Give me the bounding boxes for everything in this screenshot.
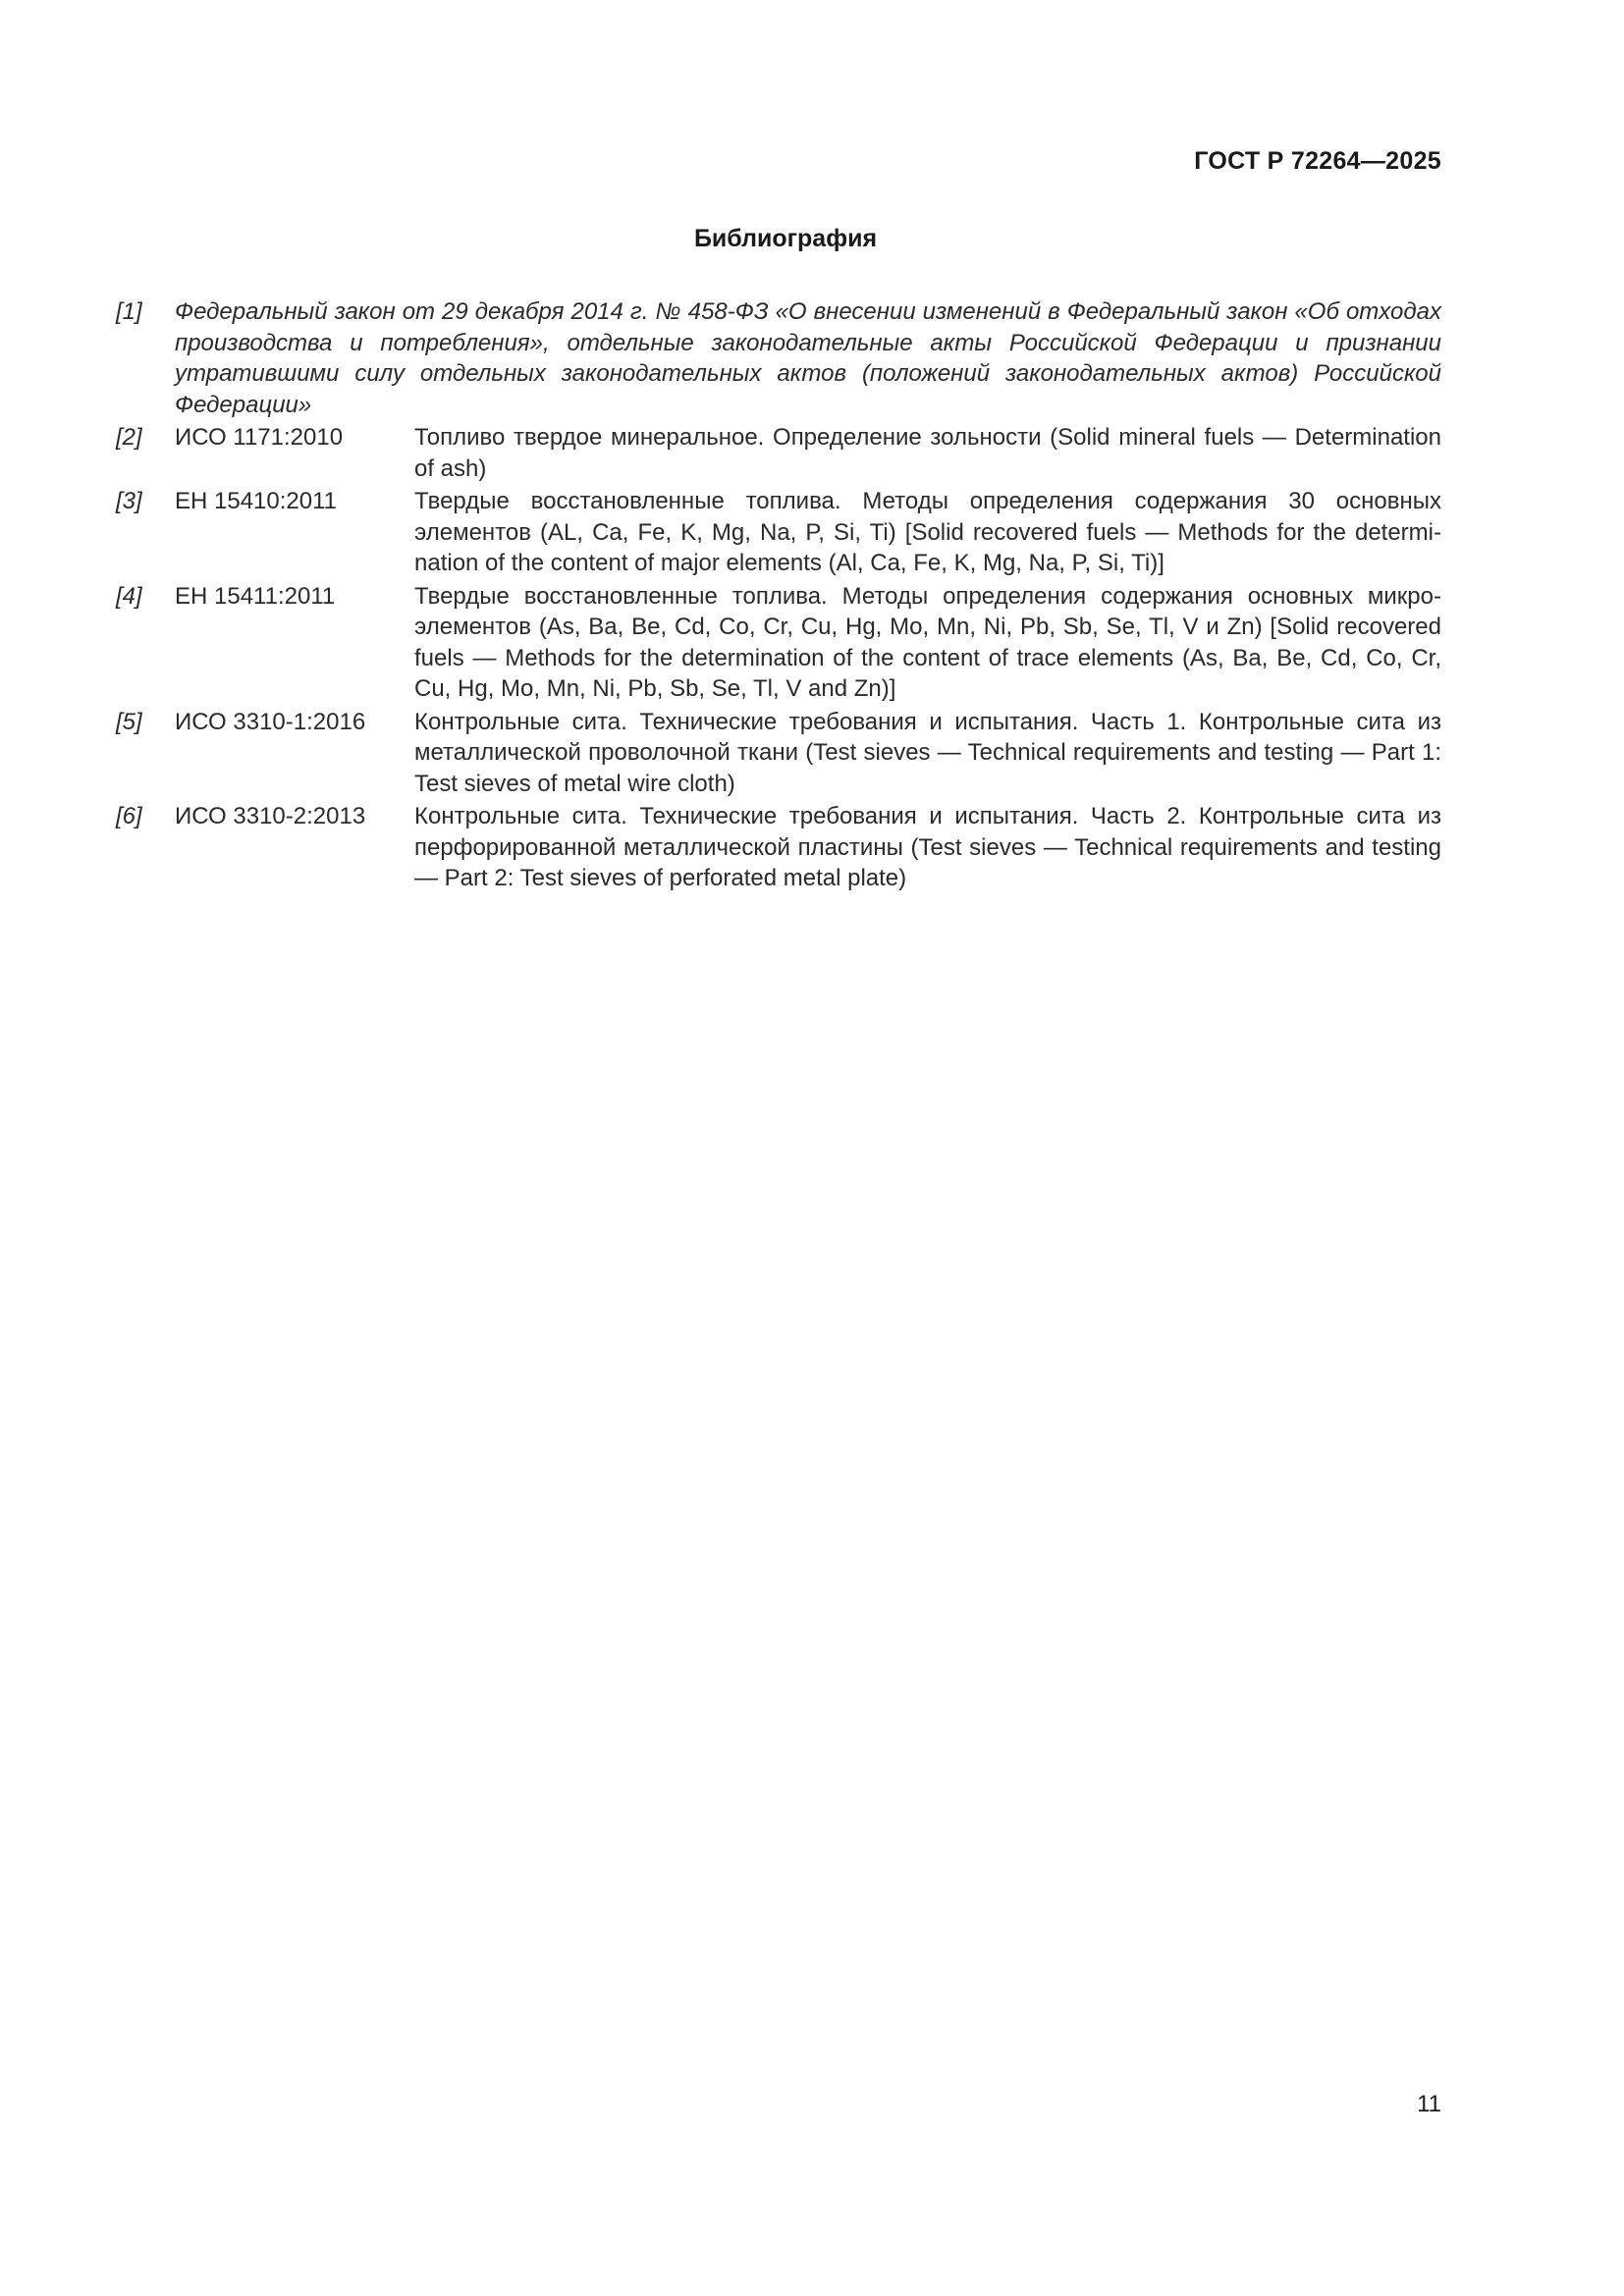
entry-number: [4] <box>116 582 142 610</box>
entry-text: Топливо твердое минеральное. Определение зольности (Solid mineral fuels — Determination of ash) <box>414 424 1441 482</box>
entry-text: Контрольные сита. Технические требования и испытания. Часть 2. Контрольные сита из перфорированной металлической пластины (Test sieves — Technical requirements and testing — Part 2: Test sieves of perforated metal plate) <box>414 803 1441 891</box>
entry-standard-code: ИСО 1171:2010 <box>175 424 344 451</box>
entry-number: [3] <box>116 488 142 514</box>
bibliography-entry <box>116 296 1441 420</box>
entry-number: [6] <box>116 803 142 829</box>
bibliography-entry <box>116 581 1441 705</box>
entry-text: Контрольные сита. Технические требования и испытания. Часть 1. Контрольные сита из металлической проволочной ткани (Test sieves — Technical requirements and testing — Part 1: Test sieves of metal wire cloth) <box>414 708 1441 797</box>
entry-number: [5] <box>116 708 142 735</box>
entry-standard-code: ЕН 15411:2011 <box>175 582 336 610</box>
entry-text: Твердые восстановленные топлива. Методы определения содержания 30 основных элементов (AL, Ca, Fe, K, Mg, Na, P, Si, Ti) [Solid recovered fuels — Methods for the determination of the content of major elements (Al, Ca, Fe, K, Mg, Na, P, Si, Ti)] <box>414 488 1441 576</box>
bibliography-entry <box>116 422 1441 484</box>
document-code: ГОСТ Р 72264—2025 <box>1194 147 1441 175</box>
entry-standard-code: ИСО 3310-2:2013 <box>175 803 366 829</box>
entry-number: [1] <box>116 298 142 325</box>
bibliography-entry <box>116 707 1441 800</box>
bibliography-entry <box>116 486 1441 579</box>
entry-text: Твердые восстановленные топлива. Методы определения содержания основных микроэлементов (As, Ba, Be, Cd, Co, Cr, Cu, Hg, Mo, Mn, Ni, Pb, Sb, Se, Tl, V и Zn) [Solid recovered fuels — Methods for the determination of the content of trace elements (As, Ba, Be, Cd, Co, Cr, Cu, Hg, Mo, Mn, Ni, Pb, Sb, Se, Tl, V and Zn)] <box>414 582 1441 702</box>
page-title: Библиография <box>693 225 878 252</box>
entry-standard-code: ИСО 3310-1:2016 <box>175 708 366 735</box>
page-number: 11 <box>1417 2091 1441 2117</box>
entry-standard-code: ЕН 15410:2011 <box>175 488 338 514</box>
entry-text: Федеральный закон от 29 декабря 2014 г. № 458-ФЗ «О внесении изменений в Федеральный закон «Об отходах производства и потребления», отдельные законодательные акты Российской Федерации и признании утратившими силу отдельных законодательных актов (положений законодательных актов) Российской Федерации» <box>175 298 1441 418</box>
bibliography-entry <box>116 801 1441 894</box>
entry-number: [2] <box>116 424 142 451</box>
bibliography-list <box>116 296 1441 896</box>
